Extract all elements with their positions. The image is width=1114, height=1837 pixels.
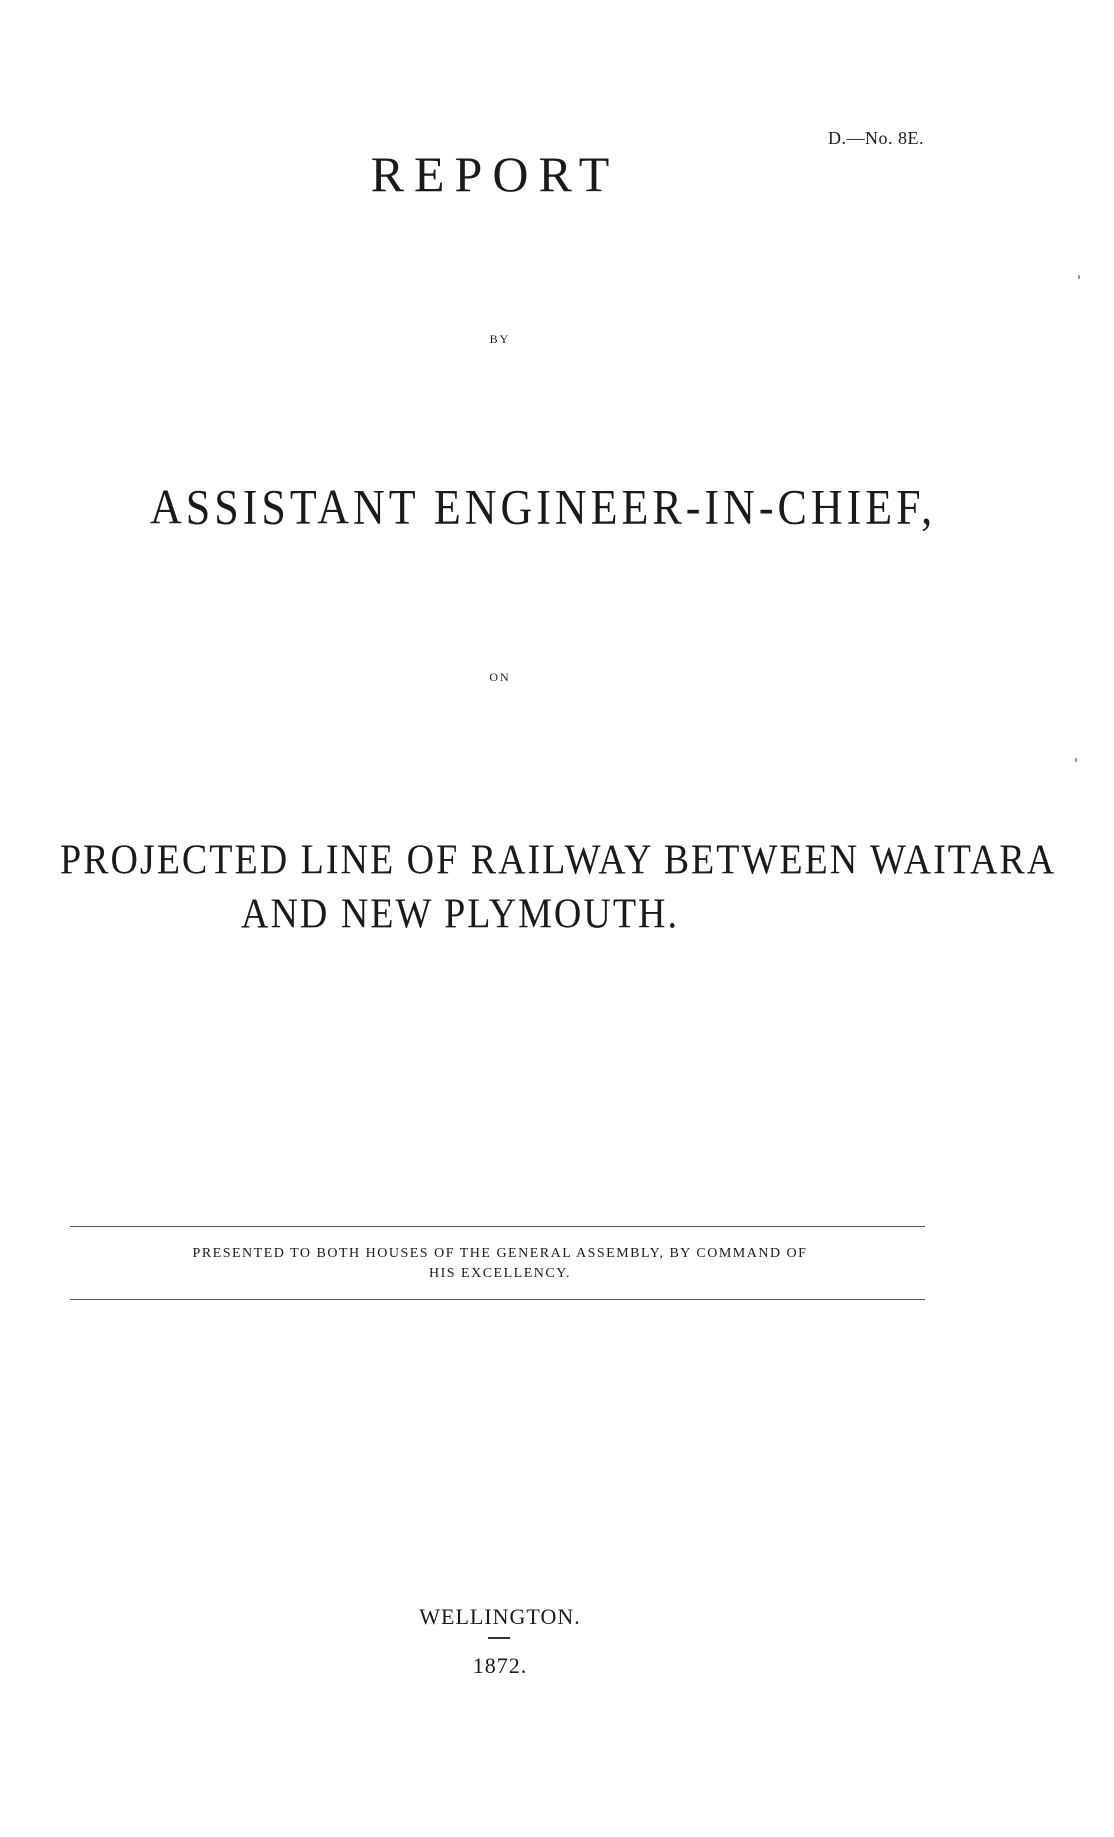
by-label: BY: [489, 332, 511, 346]
subject-line-1: PROJECTED LINE OF RAILWAY BETWEEN WAITARA: [60, 836, 1057, 884]
author-heading: ASSISTANT ENGINEER-IN-CHIEF,: [150, 480, 937, 535]
document-reference: D.—No. 8E.: [828, 128, 924, 148]
subject-line-2: AND NEW PLYMOUTH.: [241, 890, 679, 938]
imprint-divider: [488, 1637, 510, 1639]
paper-speck: [1075, 758, 1077, 762]
divider-bottom: [70, 1299, 925, 1300]
imprint-place: WELLINGTON.: [419, 1604, 581, 1629]
on-label: ON: [489, 670, 511, 684]
page-title: REPORT: [370, 146, 620, 202]
divider-top: [70, 1226, 925, 1227]
presented-line-2: HIS EXCELLENCY.: [428, 1266, 572, 1281]
paper-speck: [1078, 275, 1080, 279]
presented-line-1: PRESENTED TO BOTH HOUSES OF THE GENERAL ASSEMBLY, BY COMMAND OF: [192, 1246, 808, 1261]
imprint-year: 1872.: [472, 1653, 528, 1678]
